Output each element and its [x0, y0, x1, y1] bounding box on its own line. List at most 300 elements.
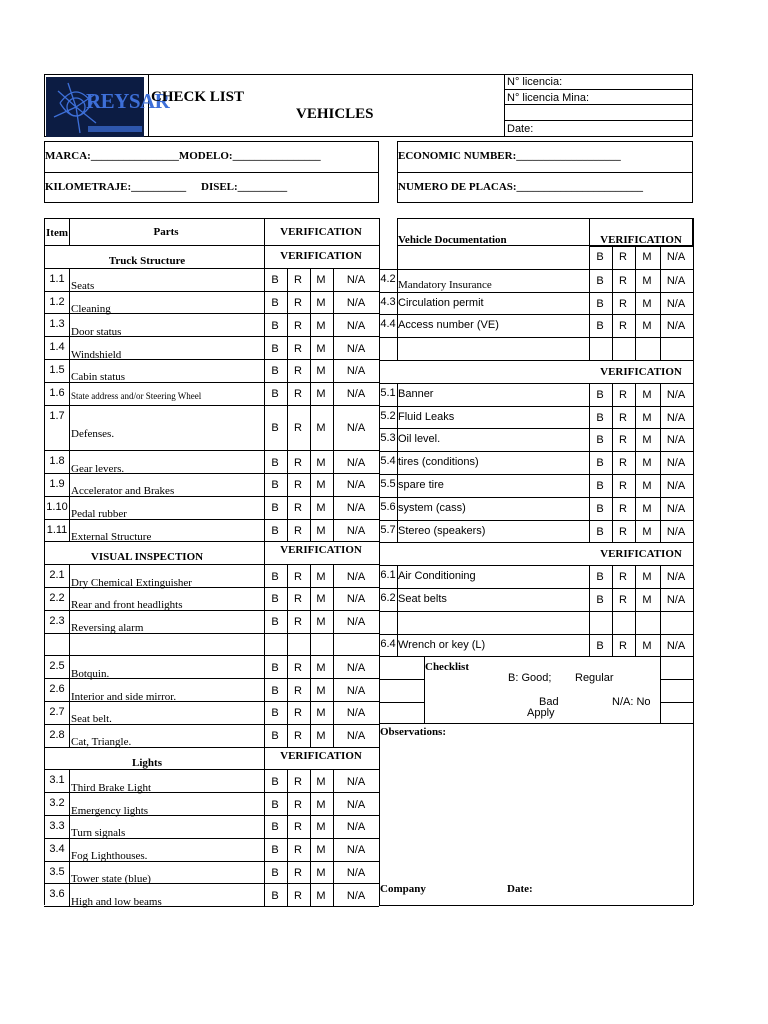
rating-option: M [316, 502, 326, 515]
column-line [69, 587, 70, 610]
doc-label: Air Conditioning [398, 570, 476, 583]
column-line [333, 405, 334, 451]
rating-option: N/A [666, 411, 686, 424]
column-line [69, 861, 70, 884]
row-line [379, 269, 693, 270]
column-line [69, 473, 70, 496]
rating-option: N/A [346, 525, 366, 537]
column-line [264, 838, 265, 861]
column-line [264, 541, 265, 564]
rating-option: B [271, 479, 279, 492]
row-line [44, 815, 379, 816]
rating-option: R [619, 525, 627, 538]
column-line [589, 565, 590, 588]
column-line [612, 337, 613, 360]
column-line [264, 450, 265, 473]
rating-option: R [294, 844, 302, 857]
column-line [333, 291, 334, 314]
date-label: Date: [507, 883, 533, 895]
column-line [310, 291, 311, 314]
item-number: 4.2 [380, 272, 396, 285]
column-line [264, 678, 265, 701]
column-line [333, 678, 334, 701]
column-line [310, 450, 311, 473]
column-line [310, 883, 311, 906]
item-number: 3.1 [49, 774, 65, 787]
column-line [635, 474, 636, 497]
rating-option: M [642, 480, 652, 492]
rating-option: B [271, 661, 279, 674]
rating-option: B [271, 798, 279, 811]
column-line [333, 838, 334, 861]
column-line [660, 428, 661, 451]
rating-option: B [271, 775, 279, 788]
rating-option: B [271, 730, 279, 743]
rating-option: B [271, 707, 279, 720]
item-number: 1.7 [49, 409, 65, 422]
item-number: 1.4 [49, 341, 65, 354]
header-fields-divider [504, 74, 505, 137]
column-line [264, 861, 265, 884]
part-label: Emergency lights [71, 804, 149, 817]
part-label: Tower state (blue) [71, 873, 151, 885]
column-line [635, 337, 636, 360]
column-line [310, 382, 311, 405]
row-line [44, 587, 379, 588]
rating-option: B [271, 570, 279, 583]
row-line [379, 428, 693, 429]
rating-option: N/A [346, 616, 366, 629]
rating-option: N/A [666, 320, 686, 333]
column-line [287, 838, 288, 861]
column-line [660, 565, 661, 588]
rating-option: M [316, 479, 326, 492]
part-label: State address and/or Steering Wheel [71, 391, 202, 402]
rating-option: M [316, 798, 326, 811]
column-line [69, 883, 70, 906]
rating-option: R [294, 422, 302, 435]
column-line [635, 520, 636, 543]
rating-option: N/A [346, 798, 366, 811]
section-verification-header: VERIFICATION [600, 366, 682, 378]
column-line [333, 496, 334, 519]
row-line [379, 679, 424, 680]
item-number: 2.5 [49, 660, 65, 673]
column-line [264, 883, 265, 906]
part-label: Turn signals [71, 827, 126, 840]
rating-option: B [271, 889, 279, 902]
legend-regular: Regular [575, 672, 614, 685]
rating-option: R [619, 457, 627, 470]
rating-option: M [316, 867, 326, 879]
rating-option: B [271, 365, 279, 378]
column-line [612, 611, 613, 634]
rating-option: N/A [666, 502, 686, 515]
column-line [264, 382, 265, 405]
column-line [635, 497, 636, 520]
column-line [310, 473, 311, 496]
column-line [287, 655, 288, 678]
column-line [589, 520, 590, 543]
rating-option: R [294, 365, 302, 378]
rating-option: N/A [346, 365, 366, 378]
column-line [264, 724, 265, 747]
rating-option: B [271, 319, 279, 332]
column-line [333, 769, 334, 792]
column-line [589, 428, 590, 451]
rating-option: M [642, 274, 652, 287]
row-line [44, 336, 379, 337]
column-line [397, 611, 398, 634]
column-line [333, 382, 334, 405]
right-table-edge [693, 723, 694, 905]
row-line [44, 313, 379, 314]
column-line [612, 292, 613, 315]
legend-bad: Bad [539, 696, 559, 709]
row-line [44, 473, 379, 474]
column-header-verification: VERIFICATION [280, 226, 362, 238]
part-label: Dry Chemical Extinguisher [71, 576, 192, 589]
info-line [397, 172, 693, 173]
rating-option: B [596, 320, 604, 333]
rating-option: N/A [346, 889, 366, 902]
column-line [635, 565, 636, 588]
row-line [660, 679, 693, 680]
row-line [44, 838, 379, 839]
rating-option: R [294, 707, 302, 720]
page-title: CHECK LIST [151, 89, 244, 105]
rating-option: B [271, 844, 279, 857]
column-line [660, 337, 661, 360]
rating-option: M [316, 456, 326, 469]
column-line [287, 496, 288, 519]
column-line [589, 337, 590, 360]
column-line [287, 587, 288, 610]
column-line [660, 246, 661, 269]
rating-option: R [294, 730, 302, 743]
section-title: Truck Structure [108, 255, 186, 267]
column-line [612, 451, 613, 474]
page-subtitle: VEHICLES [296, 106, 374, 122]
row-line [44, 883, 379, 884]
part-label: Door status [71, 325, 122, 338]
column-line [310, 313, 311, 336]
rating-option: R [294, 889, 302, 902]
part-label: Rear and front headlights [71, 599, 183, 612]
column-line [310, 496, 311, 519]
column-line [635, 246, 636, 269]
row-line [379, 292, 693, 293]
column-line [612, 634, 613, 657]
rating-header: B [596, 251, 604, 263]
item-number: 1.6 [49, 386, 65, 399]
column-line [660, 292, 661, 315]
doc-label: Seat belts [398, 593, 447, 605]
doc-label: tires (conditions) [398, 456, 479, 469]
column-line [310, 268, 311, 291]
rating-option: M [316, 775, 326, 788]
doc-label: Access number (VE) [398, 319, 499, 332]
column-line [69, 769, 70, 792]
rating-option: B [596, 457, 604, 470]
column-line [333, 313, 334, 336]
column-line [287, 450, 288, 473]
column-line [69, 633, 70, 656]
column-line [264, 496, 265, 519]
rating-option: R [294, 319, 302, 332]
column-line [589, 406, 590, 429]
part-label: Cabin status [71, 371, 126, 384]
rating-option: N/A [666, 571, 686, 584]
rating-option: R [294, 661, 302, 674]
disel-field: DISEL:_________ [201, 181, 288, 193]
column-line [589, 292, 590, 315]
section-title: Lights [132, 756, 162, 769]
row-line [379, 360, 693, 361]
part-label: Fog Lighthouses. [71, 850, 148, 863]
doc-verification-header: VERIFICATION [600, 234, 682, 246]
rating-option: R [619, 411, 627, 424]
rating-header: M [642, 251, 652, 263]
header-field-line [504, 120, 693, 121]
column-line [287, 769, 288, 792]
column-line [589, 474, 590, 497]
info-line [44, 172, 379, 173]
row-line [44, 359, 379, 360]
column-line [589, 611, 590, 634]
rating-option: R [294, 388, 302, 401]
row-line [44, 564, 379, 565]
column-line [287, 564, 288, 587]
placas-field: NUMERO DE PLACAS:_______________________ [398, 181, 644, 193]
rating-option: N/A [346, 422, 366, 435]
column-line [310, 633, 311, 656]
rating-option: R [294, 502, 302, 515]
doc-label: system (cass) [398, 501, 466, 514]
rating-option: R [294, 274, 302, 287]
column-line [264, 359, 265, 382]
column-line [589, 314, 590, 337]
doc-label: Banner [398, 387, 434, 400]
legend-apply: Apply [527, 707, 555, 720]
rating-option: B [271, 274, 279, 287]
column-line [69, 450, 70, 473]
column-header-item: Item [46, 227, 68, 239]
row-line [379, 565, 693, 566]
column-line [589, 634, 590, 657]
column-line [287, 473, 288, 496]
row-line [44, 291, 379, 292]
column-line [333, 883, 334, 906]
row-line [44, 633, 379, 634]
section-verification-header: VERIFICATION [280, 544, 362, 557]
column-line [635, 269, 636, 292]
column-line [635, 634, 636, 657]
marca-modelo-field: MARCA:________________MODELO:________________ [45, 150, 321, 162]
column-line [287, 313, 288, 336]
rating-option: M [316, 274, 326, 287]
rating-option: R [619, 594, 627, 606]
rating-option: N/A [346, 821, 366, 834]
item-number: 3.6 [49, 888, 65, 901]
item-number: 5.6 [380, 500, 396, 513]
row-line [379, 383, 693, 384]
item-number: 4.4 [380, 318, 396, 331]
rating-option: N/A [666, 594, 686, 606]
doc-label: Fluid Leaks [398, 410, 455, 423]
rating-option: B [596, 388, 604, 401]
row-line [44, 655, 379, 656]
row-line [44, 405, 379, 406]
item-number: 4.3 [380, 295, 396, 308]
part-label: High and low beams [71, 895, 162, 908]
legend-border [660, 656, 661, 723]
column-line [69, 336, 70, 359]
rating-option: B [271, 422, 279, 435]
column-line [310, 838, 311, 861]
column-line [69, 291, 70, 314]
column-line [69, 655, 70, 678]
rating-option: R [619, 320, 627, 333]
column-line [287, 815, 288, 838]
rating-option: N/A [346, 661, 366, 674]
row-line [44, 769, 379, 770]
column-line [612, 520, 613, 543]
rating-option: R [294, 570, 302, 583]
row-line [379, 702, 424, 703]
rating-option: N/A [346, 388, 366, 401]
rating-option: M [642, 297, 652, 310]
right-table-edge [693, 218, 694, 724]
row-line [44, 701, 379, 702]
item-number: 1.9 [49, 478, 65, 490]
rating-option: R [619, 639, 627, 652]
column-line [69, 313, 70, 336]
rating-option: M [642, 411, 652, 424]
item-number: 2.2 [49, 592, 65, 604]
rating-option: B [271, 456, 279, 469]
rating-option: N/A [346, 730, 366, 743]
doc-label: spare tire [398, 479, 444, 491]
column-line [333, 587, 334, 610]
column-line [264, 519, 265, 542]
column-line [310, 701, 311, 724]
column-line [333, 336, 334, 359]
column-line [612, 428, 613, 451]
part-label: Seat belt. [71, 713, 112, 726]
rating-option: N/A [346, 570, 366, 583]
column-line [333, 815, 334, 838]
rating-header: R [619, 251, 627, 263]
column-line [264, 747, 265, 770]
column-line [264, 769, 265, 792]
column-line [635, 588, 636, 611]
column-line [589, 588, 590, 611]
rating-option: N/A [666, 388, 686, 401]
column-line [333, 268, 334, 291]
column-line [310, 519, 311, 542]
column-line [287, 678, 288, 701]
rating-option: N/A [666, 457, 686, 470]
rating-option: R [294, 593, 302, 606]
rating-header: N/A [666, 251, 686, 263]
row-line [44, 906, 379, 907]
rating-option: R [294, 867, 302, 879]
column-line [635, 428, 636, 451]
reysar-logo [46, 77, 170, 137]
column-line [287, 861, 288, 884]
part-label: Interior and side mirror. [71, 690, 177, 703]
column-line [287, 405, 288, 451]
header-field-line [504, 89, 693, 90]
item-number: 6.4 [380, 637, 396, 650]
header-field-label: N° licencia: [507, 76, 563, 88]
part-label: Pedal rubber [71, 508, 127, 521]
column-line [589, 497, 590, 520]
column-line [69, 405, 70, 451]
column-line [589, 383, 590, 406]
rating-option: B [271, 821, 279, 834]
rating-option: M [316, 422, 326, 435]
row-line [44, 541, 379, 542]
part-label: Third Brake Light [71, 781, 152, 794]
column-line [310, 405, 311, 451]
rating-option: R [294, 616, 302, 629]
column-line [287, 359, 288, 382]
row-line [44, 724, 379, 725]
column-line [287, 792, 288, 815]
rating-option: N/A [346, 593, 366, 606]
column-line [310, 587, 311, 610]
column-line [612, 314, 613, 337]
column-line [333, 861, 334, 884]
column-line [310, 678, 311, 701]
column-line [635, 292, 636, 315]
column-line [264, 815, 265, 838]
doc-label: Oil level. [398, 433, 441, 446]
column-line [660, 634, 661, 657]
column-line [264, 473, 265, 496]
column-line [69, 564, 70, 587]
rating-option: B [271, 525, 279, 537]
column-line [287, 519, 288, 542]
column-line [69, 382, 70, 405]
column-header-parts: Parts [153, 226, 179, 238]
row-line [44, 450, 379, 451]
doc-label: Mandatory Insurance [398, 278, 492, 291]
column-line [333, 564, 334, 587]
column-line [612, 246, 613, 269]
rating-option: R [294, 525, 302, 537]
rating-option: M [642, 320, 652, 333]
rating-option: B [596, 594, 604, 606]
rating-option: B [596, 297, 604, 310]
rating-option: N/A [346, 502, 366, 515]
rating-option: B [596, 411, 604, 424]
column-line [287, 883, 288, 906]
column-line [635, 314, 636, 337]
section-verification-header: VERIFICATION [280, 749, 362, 762]
table-top-line [44, 218, 379, 219]
row-line [379, 451, 693, 452]
item-number: 3.2 [49, 797, 65, 810]
rating-option: R [294, 479, 302, 492]
rating-option: B [271, 502, 279, 515]
column-line [333, 701, 334, 724]
row-line [379, 542, 693, 543]
column-line [612, 406, 613, 429]
column-line [264, 564, 265, 587]
